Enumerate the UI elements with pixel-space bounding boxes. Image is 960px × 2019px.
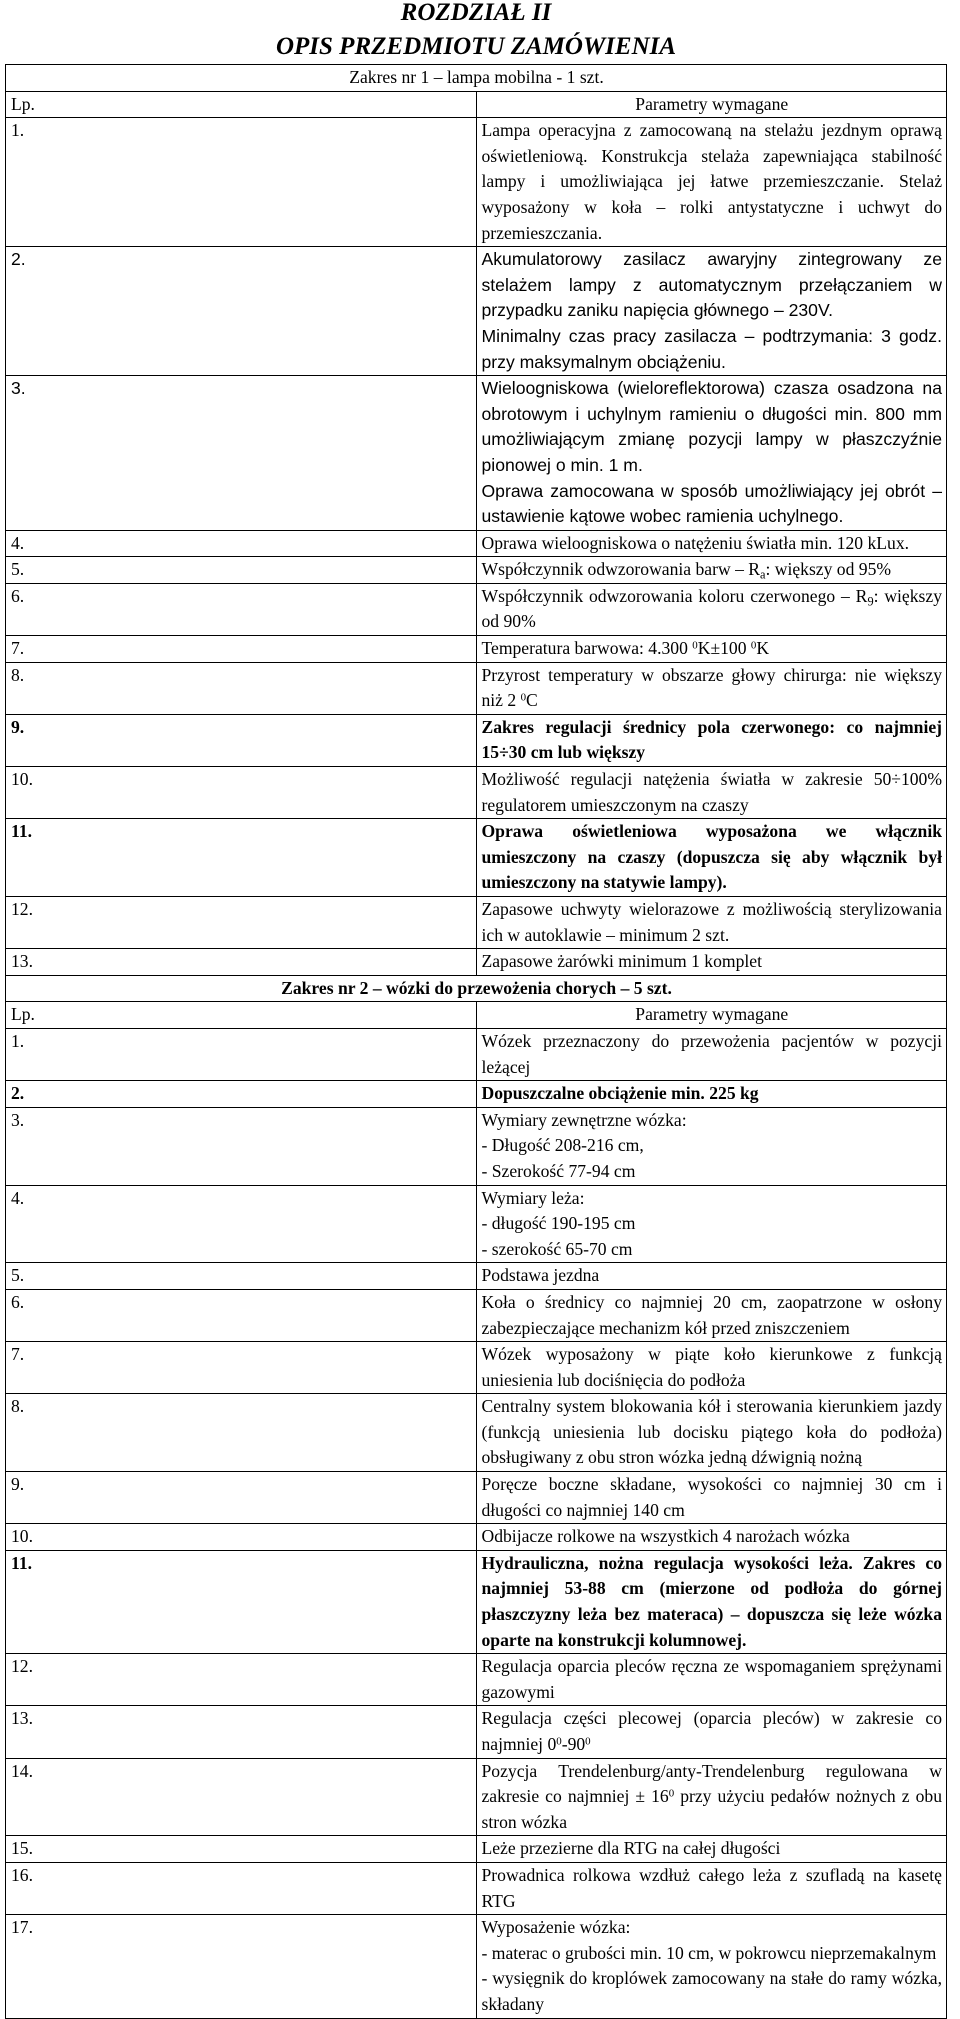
row-text: [476, 1107, 947, 1185]
row-text: Koła o średnicy co najmniej 20 cm, zaopatrzone w osłony zabezpieczające mechanizm kół przed zniszczeniem: [476, 1289, 947, 1341]
row-text: Hydrauliczna, nożna regulacja wysokości leża. Zakres co najmniej 53-88 cm (mierzone od podłoża do górnej płaszczyzny leża bez materaca) – dopuszcza się leże wózka oparte na konstrukcji kolumnowej.: [476, 1550, 947, 1653]
row-number: 1.: [6, 1028, 477, 1080]
table-row: [6, 1342, 947, 1394]
specification-table: [5, 64, 947, 2019]
row-number: 6.: [6, 583, 477, 635]
row-number: 16.: [6, 1862, 477, 1914]
row-text: Wózek wyposażony w piąte koło kierunkowe z funkcją uniesienia lub dociśnięcia do podłoża: [476, 1342, 947, 1394]
table-row: [6, 1028, 947, 1080]
row-text: Współczynnik odwzorowania koloru czerwonego – $R_9$: większy od 90%: [476, 583, 947, 635]
row-text: [476, 1185, 947, 1263]
table-header-row: [6, 1002, 947, 1029]
column-header-params: Parametry wymagane: [476, 1002, 947, 1029]
table-row: [6, 1915, 947, 2018]
column-header-lp: Lp.: [6, 91, 477, 118]
row-text: Prowadnica rolkowa wzdłuż całego leża z szufladą na kasetę RTG: [476, 1862, 947, 1914]
row-number: 17.: [6, 1915, 477, 2018]
row-number: 3.: [6, 376, 477, 531]
row-text: Poręcze boczne składane, wysokości co najmniej 30 cm i długości co najmniej 140 cm: [476, 1472, 947, 1524]
row-number: 4.: [6, 1185, 477, 1263]
table-row: [6, 1706, 947, 1758]
row-number: 11.: [6, 819, 477, 897]
row-text: Oprawa oświetleniowa wyposażona we włącznik umieszczony na czaszy (dopuszcza się aby włącznik był umieszczony na statywie lampy).: [476, 819, 947, 897]
table-row: [6, 1758, 947, 1836]
row-text: Możliwość regulacji natężenia światła w zakresie 50÷100% regulatorem umieszczonym na czaszy: [476, 767, 947, 819]
row-number: 13.: [6, 949, 477, 976]
row-number: 12.: [6, 897, 477, 949]
table-row: [6, 819, 947, 897]
table-row: [6, 636, 947, 663]
row-text: Współczynnik odwzorowania barw – $R_a$: większy od 95%: [476, 557, 947, 584]
table-row: [6, 1836, 947, 1863]
row-text-line: - Szerokość 77-94 cm: [481, 1160, 636, 1181]
document-title: OPIS PRZEDMIOTU ZAMÓWIENIA: [275, 33, 677, 60]
table-row: [6, 1524, 947, 1551]
chapter-heading: ROZDZIAŁ II: [400, 0, 552, 26]
row-number: 6.: [6, 1289, 477, 1341]
row-text: Podstawa jezdna: [476, 1263, 947, 1290]
section1-caption: Zakres nr 1 – lampa mobilna - 1 szt.: [6, 65, 947, 92]
table-row: [6, 897, 947, 949]
row-number: 3.: [6, 1107, 477, 1185]
row-text: [476, 376, 947, 531]
row-number: 2.: [6, 247, 477, 376]
row-text: Zakres regulacji średnicy pola czerwonego: co najmniej 15÷30 cm lub większy: [476, 714, 947, 766]
row-text-line: Wyposażenie wózka:: [481, 1917, 631, 1938]
row-number: 8.: [6, 1394, 477, 1472]
row-number: 7.: [6, 1342, 477, 1394]
row-text: Wózek przeznaczony do przewożenia pacjentów w pozycji leżącej: [476, 1028, 947, 1080]
row-number: 12.: [6, 1654, 477, 1706]
row-number: 10.: [6, 1524, 477, 1551]
row-text: Zapasowe uchwyty wielorazowe z możliwością sterylizowania ich w autoklawie – minimum 2 szt.: [476, 897, 947, 949]
table-row: [6, 1289, 947, 1341]
row-text-line: - Długość 208-216 cm,: [481, 1135, 644, 1156]
row-text: Zapasowe żarówki minimum 1 komplet: [476, 949, 947, 976]
table-row: [6, 949, 947, 976]
table-row: [6, 714, 947, 766]
column-header-params: Parametry wymagane: [476, 91, 947, 118]
table-row: [6, 1394, 947, 1472]
row-text: Oprawa wieloogniskowa o natężeniu światła min. 120 kLux.: [476, 530, 947, 557]
row-text: Regulacja oparcia pleców ręczna ze wspomaganiem sprężynami gazowymi: [476, 1654, 947, 1706]
row-number: 10.: [6, 767, 477, 819]
row-text: Przyrost temperatury w obszarze głowy chirurga: nie większy niż 2 $^0$C: [476, 662, 947, 714]
row-number: 15.: [6, 1836, 477, 1863]
row-text: [476, 247, 947, 376]
table-row: [6, 1263, 947, 1290]
row-number: 4.: [6, 530, 477, 557]
table-row: [6, 118, 947, 247]
document-page: [5, 0, 947, 2019]
row-text-line: Akumulatorowy zasilacz awaryjny zintegrowany ze stelażem lampy z automatycznym przełączaniem w przypadku zaniku napięcia głównego – 230V.: [481, 249, 942, 321]
row-text-line: Wymiary leża:: [481, 1187, 585, 1208]
row-text-line: - długość 190-195 cm: [481, 1213, 636, 1234]
column-header-lp: Lp.: [6, 1002, 477, 1029]
table-row: [6, 1185, 947, 1263]
row-text-line: Wieloogniskowa (wieloreflektorowa) czasza osadzona na obrotowym i uchylnym ramieniu o długości min. 800 mm umożliwiającym zmianę pozycji lampy w płaszczyźnie pionowej o min. 1 m.: [481, 378, 942, 475]
row-number: 7.: [6, 636, 477, 663]
table-row: [6, 376, 947, 531]
row-text: Dopuszczalne obciążenie min. 225 kg: [476, 1081, 947, 1108]
table-row: [6, 557, 947, 584]
table-header-row: [6, 91, 947, 118]
row-text-line: Oprawa zamocowana w sposób umożliwiający jej obrót – ustawienie kątowe wobec ramienia uchylnego.: [481, 480, 942, 527]
row-text: Regulacja części plecowej (oparcia pleców) w zakresie co najmniej $0^0-90^0$: [476, 1706, 947, 1758]
row-number: 5.: [6, 1263, 477, 1290]
row-text: Pozycja Trendelenburg/anty-Trendelenburg regulowana w zakresie co najmniej ± $16^0$ przy użyciu pedałów nożnych z obu stron wózka: [476, 1758, 947, 1836]
table-row: [6, 1550, 947, 1653]
row-text-line: Wymiary zewnętrzne wózka:: [481, 1109, 687, 1130]
section2-caption: Zakres nr 2 – wózki do przewożenia chorych – 5 szt.: [6, 975, 947, 1002]
row-number: 14.: [6, 1758, 477, 1836]
table-row: [6, 1081, 947, 1108]
table-row: [6, 1107, 947, 1185]
row-text: Temperatura barwowa: 4.300 $^0$K±100 $^0$K: [476, 636, 947, 663]
table-row: [6, 1862, 947, 1914]
row-number: 2.: [6, 1081, 477, 1108]
row-text-line: - materac o grubości min. 10 cm, w pokrowcu nieprzemakalnym: [481, 1942, 937, 1963]
table-row: [6, 1472, 947, 1524]
section-caption-row: [6, 65, 947, 92]
row-text-line: - wysięgnik do kroplówek zamocowany na stałe do ramy wózka, składany: [481, 1968, 942, 2014]
table-row: [6, 583, 947, 635]
table-row: [6, 767, 947, 819]
table-row: [6, 247, 947, 376]
row-text: Centralny system blokowania kół i sterowania kierunkiem jazdy (funkcją uniesienia lub docisku piątego koła do podłoża) obsługiwany z obu stron wózka jedną dźwignią nożną: [476, 1394, 947, 1472]
row-text-line: - szerokość 65-70 cm: [481, 1238, 633, 1259]
row-number: 1.: [6, 118, 477, 247]
row-number: 11.: [6, 1550, 477, 1653]
row-text: [476, 1915, 947, 2018]
row-text-line: Minimalny czas pracy zasilacza – podtrzymania: 3 godz. przy maksymalnym obciążeniu.: [481, 325, 942, 372]
row-number: 5.: [6, 557, 477, 584]
row-number: 13.: [6, 1706, 477, 1758]
row-number: 8.: [6, 662, 477, 714]
section-caption-row: [6, 975, 947, 1002]
table-row: [6, 1654, 947, 1706]
table-row: [6, 530, 947, 557]
row-text: Leże przezierne dla RTG na całej długości: [476, 1836, 947, 1863]
table-row: [6, 662, 947, 714]
row-text: Odbijacze rolkowe na wszystkich 4 narożach wózka: [476, 1524, 947, 1551]
row-number: 9.: [6, 1472, 477, 1524]
row-number: 9.: [6, 714, 477, 766]
row-text: Lampa operacyjna z zamocowaną na stelażu jezdnym oprawą oświetleniową. Konstrukcja stelaża zapewniająca stabilność lampy i umożliwiająca jej łatwe przemieszczanie. Stelaż wyposażony w koła – rolki antystatyczne i uchwyt do przemieszczania.: [476, 118, 947, 247]
